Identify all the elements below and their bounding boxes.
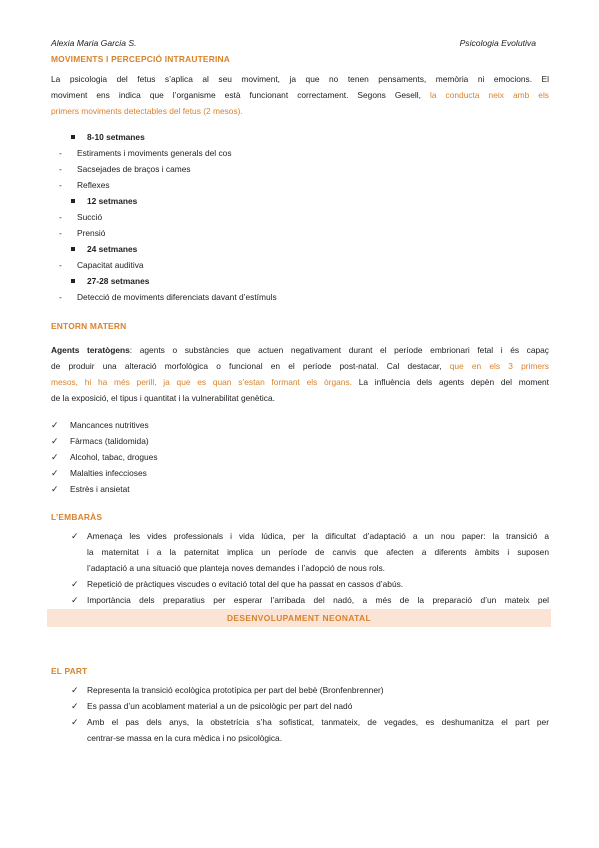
list-item-text: Es passa d’un acoblament material a un de psicològic per part del nadó [87,701,353,711]
header-subject: Psicologia Evolutiva [459,38,536,48]
intro-line-2 [51,87,549,103]
section-title-moviments: MOVIMENTS I PERCEPCIÓ INTRAUTERINA [51,54,230,64]
intro-line-1: La psicologia del fetus s’aplica al seu moviment, ja que no tenen pensaments, memòria ni emocions. El [51,74,549,84]
list-item-text: Estiraments i moviments generals del cos [77,148,232,158]
part-b3-line-2: centrar-se massa en la cura mèdica i no psicològica. [87,733,283,743]
list-item [51,161,549,177]
dash-bullet-icon: - [59,180,62,190]
checkmark-icon: ✓ [71,531,79,541]
part-bullet-3 [87,714,549,746]
list-item [51,465,549,481]
week-label: 12 setmanes [87,196,138,206]
section-title-embaras: L’EMBARÀS [51,512,103,522]
list-item-text: Detecció de moviments diferenciats davant d’estímuls [77,292,277,302]
dash-bullet-icon: - [59,260,62,270]
list-item-text: Prensió [77,228,106,238]
teratogens-line-3-text: La influència dels agents depèn del moment [351,377,550,387]
square-bullet-icon [71,247,75,251]
square-bullet-icon [71,199,75,203]
teratogens-line-4: de la exposició, el tipus i quantitat i la vulnerabilitat genètica. [51,393,275,403]
week-label: 24 setmanes [87,244,138,254]
dash-bullet-icon: - [59,212,62,222]
checkmark-icon: ✓ [71,595,79,605]
band-title: DESENVOLUPAMENT NEONATAL [226,613,372,623]
section-title-part: EL PART [51,666,88,676]
checkmark-icon: ✓ [51,468,59,478]
checkmark-icon: ✓ [51,436,59,446]
list-item-text: Mancances nutritives [70,420,149,430]
part-b3-line-1: Amb el pas dels anys, la obstetrícia s’ha sofisticat, tanmateix, de vegades, es deshumanitza el part per [87,717,549,727]
header-author: Alexia Maria Garcia S. [51,38,137,48]
list-item [51,682,549,698]
list-item [51,225,549,241]
term-agents-teratogens: Agents teratògens [51,345,130,355]
checkmark-icon: ✓ [71,579,79,589]
intro-highlight-1: la conducta neix amb els [429,90,549,100]
teratogens-line-1-text: : agents o substàncies que actuen negativament durant el període embrionari fetal i és capaç [129,345,549,355]
teratogens-highlight-1: que en els 3 primers [449,361,549,371]
teratogens-line-2 [51,358,549,374]
list-item [51,209,549,225]
teratogens-line-1 [51,342,549,358]
section-title-entorn: ENTORN MATERN [51,321,127,331]
square-bullet-icon [71,279,75,283]
list-item [51,449,549,465]
list-item-text: Alcohol, tabac, drogues [70,452,158,462]
teratogens-highlight-2: mesos, hi ha més perill, ja que es quan s’estan formant els òrgans. [51,377,352,387]
dash-bullet-icon: - [59,228,62,238]
dash-bullet-icon: - [59,292,62,302]
week-heading [51,273,549,289]
intro-line-2-text: moviment ens indica que l’organisme està funcionant correctament. Segons Gesell, [51,90,430,100]
teratogens-line-2-text: de produir una alteració morfològica o funcional en el període post-natal. Cal destacar, [51,361,450,371]
teratogens-line-3 [51,374,549,390]
list-item-text: Representa la transició ecològica prototípica per part del bebè (Bronfenbrenner) [87,685,384,695]
list-item [51,698,549,714]
week-label: 27-28 setmanes [87,276,150,286]
list-item [51,145,549,161]
list-item-text: Fàrmacs (talidomida) [70,436,149,446]
embaras-b1-line-2: la maternitat i a la paternitat implica un període de canvis que afecten a diferents àmbits i suposen [87,547,549,557]
dash-bullet-icon: - [59,164,62,174]
intro-paragraph [51,71,549,119]
list-item-text: Succió [77,212,103,222]
list-item [51,433,549,449]
list-item [51,481,549,497]
week-heading [51,241,549,257]
checkmark-icon: ✓ [71,701,79,711]
embaras-b3-line-1: Importància dels preparatius per esperar l’arribada del nadó, a més de la preparació d’un mateix pel [87,595,549,605]
embaras-b1-line-3: l’adaptació a una situació que planteja noves demandes i l’adopció de nous rols. [87,563,385,573]
week-heading [51,193,549,209]
week-heading [51,129,549,145]
dash-bullet-icon: - [59,148,62,158]
section-band [47,609,551,627]
list-item [51,257,549,273]
checkmark-icon: ✓ [51,420,59,430]
embaras-bullet-1 [87,528,549,576]
checkmark-icon: ✓ [51,484,59,494]
list-item [51,417,549,433]
list-item-text: Reflexes [77,180,110,190]
list-item-text: Sacsejades de braços i cames [77,164,191,174]
embaras-b1-line-1: Amenaça les vides professionals i vida lúdica, per la dificultat d’adaptació a un nou paper: la transició a [87,531,549,541]
list-item-text: Estrès i ansietat [70,484,130,494]
checkmark-icon: ✓ [71,717,79,727]
checkmark-icon: ✓ [71,685,79,695]
square-bullet-icon [71,135,75,139]
checkmark-icon: ✓ [51,452,59,462]
week-label: 8-10 setmanes [87,132,145,142]
teratogens-paragraph [51,342,549,406]
list-item-text: Capacitat auditiva [77,260,144,270]
list-item-text: Malalties infeccioses [70,468,147,478]
list-item [51,576,549,592]
list-item [51,289,549,305]
intro-highlight-2: primers moviments detectables del fetus (2 mesos). [51,106,243,116]
list-item [51,177,549,193]
list-item-text: Repetició de pràctiques viscudes o evitació total del que ha passat en cassos d’abús. [87,579,404,589]
